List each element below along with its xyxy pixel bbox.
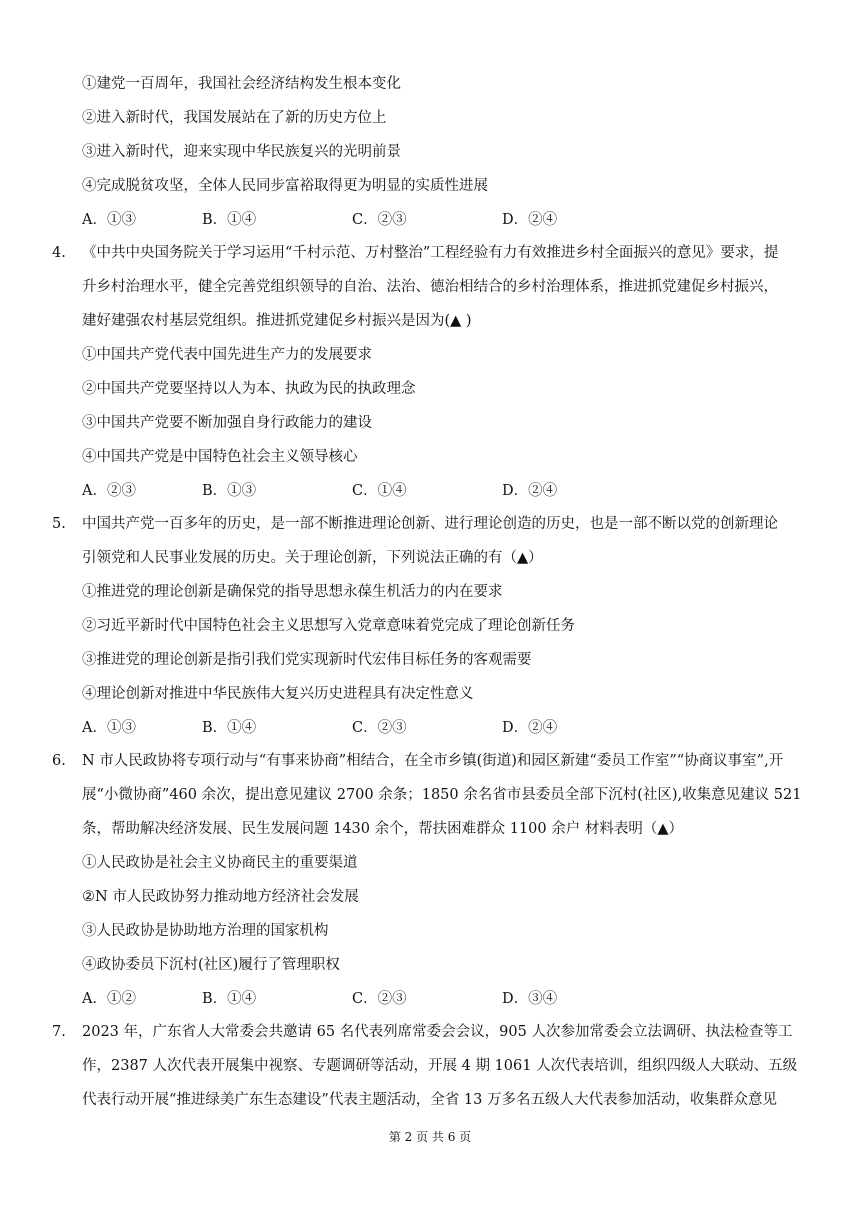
q4-stem-line-2: 升乡村治理水平，健全完善党组织领导的自治、法治、德治相结合的乡村治理体系，推进抓党建促乡村振兴， xyxy=(82,279,778,295)
q5-option-d: D．②④ xyxy=(502,720,558,736)
q6-option-b: B．①④ xyxy=(202,991,257,1007)
q3-option-a: A．①③ xyxy=(82,212,136,228)
q5-item-3: ③推进党的理论创新是指引我们党实现新时代宏伟目标任务的客观需要 xyxy=(82,652,532,668)
q3-item-4: ④完成脱贫攻坚，全体人民同步富裕取得更为明显的实质性进展 xyxy=(82,178,488,194)
q6-item-2: ②N 市人民政协努力推动地方经济社会发展 xyxy=(82,889,359,905)
q4-item-2: ②中国共产党要坚持以人为本、执政为民的执政理念 xyxy=(82,381,416,397)
q4-stem-line-1: 《中共中央国务院关于学习运用“千村示范、万村整治”工程经验有力有效推进乡村全面振兴的意见》要求，提 xyxy=(82,245,779,261)
q3-item-1: ①建党一百周年，我国社会经济结构发生根本变化 xyxy=(82,76,401,92)
q5-option-c: C．②③ xyxy=(352,720,407,736)
q6-option-a: A．①② xyxy=(82,991,136,1007)
q6-stem-line-2: 展“小微协商”460 余次，提出意见建议 2700 余条；1850 余名省市县委员全部下沉村(社区),收集意见建议 521 xyxy=(82,787,802,803)
q5-item-4: ④理论创新对推进中华民族伟大复兴历史进程具有决定性意义 xyxy=(82,686,474,702)
q4-stem-line-3: 建好建强农村基层党组织。推进抓党建促乡村振兴是因为(▲ ) xyxy=(82,313,472,329)
q5-stem-line-2: 引领党和人民事业发展的历史。关于理论创新，下列说法正确的有（▲） xyxy=(82,550,543,566)
q6-item-3: ③人民政协是协助地方治理的国家机构 xyxy=(82,923,329,939)
q7-stem-line-3: 代表行动开展“推进绿美广东生态建设”代表主题活动，全省 13 万多名五级人大代表参加活动，收集群众意见 xyxy=(82,1092,777,1108)
q4-option-d: D．②④ xyxy=(502,483,558,499)
q5-option-a: A．①③ xyxy=(82,720,136,736)
q5-option-b: B．①④ xyxy=(202,720,257,736)
page-footer: 第 2 页 共 6 页 xyxy=(388,1130,472,1144)
q3-item-2: ②进入新时代，我国发展站在了新的历史方位上 xyxy=(82,110,387,126)
q4-item-1: ①中国共产党代表中国先进生产力的发展要求 xyxy=(82,347,372,363)
q6-item-4: ④政协委员下沉村(社区)履行了管理职权 xyxy=(82,957,340,973)
q6-stem-line-3: 条，帮助解决经济发展、民生发展问题 1430 余个，帮扶困难群众 1100 余户 材料表明（▲） xyxy=(82,821,683,837)
q5-item-1: ①推进党的理论创新是确保党的指导思想永葆生机活力的内在要求 xyxy=(82,584,503,600)
q3-option-d: D．②④ xyxy=(502,212,558,228)
q5-item-2: ②习近平新时代中国特色社会主义思想写入党章意味着党完成了理论创新任务 xyxy=(82,618,575,634)
q6-number: 6. xyxy=(52,753,66,769)
q4-item-3: ③中国共产党要不断加强自身行政能力的建设 xyxy=(82,415,372,431)
q4-number: 4. xyxy=(52,245,66,261)
q7-number: 7. xyxy=(52,1024,66,1040)
q7-stem-line-1: 2023 年，广东省人大常委会共邀请 65 名代表列席常委会会议，905 人次参加常委会立法调研、执法检查等工 xyxy=(82,1024,793,1040)
q4-option-b: B．①③ xyxy=(202,483,257,499)
q5-number: 5. xyxy=(52,516,66,532)
q6-option-c: C．②③ xyxy=(352,991,407,1007)
q3-item-3: ③进入新时代，迎来实现中华民族复兴的光明前景 xyxy=(82,144,401,160)
q4-option-c: C．①④ xyxy=(352,483,407,499)
q3-option-c: C．②③ xyxy=(352,212,407,228)
q6-item-1: ①人民政协是社会主义协商民主的重要渠道 xyxy=(82,855,358,871)
q5-stem-line-1: 中国共产党一百多年的历史，是一部不断推进理论创新、进行理论创造的历史，也是一部不断以党的创新理论 xyxy=(82,516,778,532)
q4-option-a: A．②③ xyxy=(82,483,136,499)
q6-stem-line-1: N 市人民政协将专项行动与“有事来协商”相结合，在全市乡镇(街道)和园区新建“委员工作室”“协商议事室”,开 xyxy=(82,753,784,769)
q3-option-b: B．①④ xyxy=(202,212,257,228)
q6-option-d: D．③④ xyxy=(502,991,558,1007)
q7-stem-line-2: 作，2387 人次代表开展集中视察、专题调研等活动，开展 4 期 1061 人次代表培训，组织四级人大联动、五级 xyxy=(82,1058,798,1074)
q4-item-4: ④中国共产党是中国特色社会主义领导核心 xyxy=(82,449,358,465)
